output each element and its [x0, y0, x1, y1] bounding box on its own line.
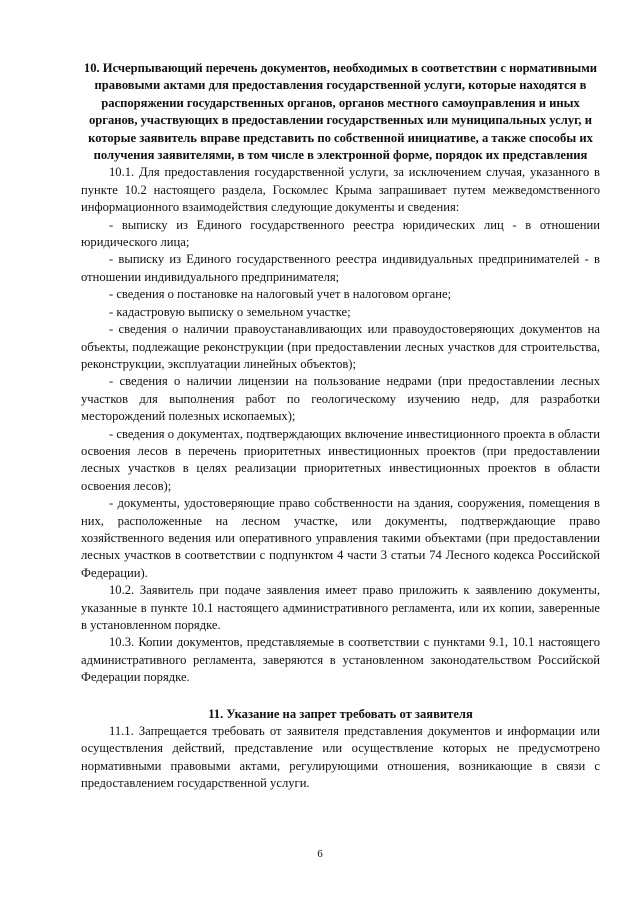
list-item: - сведения о наличии правоустанавливающих или правоудостоверяющих документов на объекты, подлежащие реконструкции (при предоставлении лесных участков для строительства, реконструкции, эксплуатации линейных объектов); [81, 322, 600, 371]
paragraph-10-1: 10.1. Для предоставления государственной услуги, за исключением случая, указанного в пункте 10.2 настоящего раздела, Госкомлес Крыма запрашивает путем межведомственного информационного взаимодействия следующие документы и сведения: [81, 165, 600, 215]
section-11-heading: 11. Указание на запрет требовать от заявителя [208, 706, 473, 721]
list-item: - сведения о документах, подтверждающих включение инвестиционного проекта в области освоения лесов в перечень приоритетных инвестиционных проектов (при предоставлении лесных участков в целях реализации приоритетных инвестиционных проектов в области освоения лесов); [81, 426, 600, 493]
list-item: - сведения о постановке на налоговый учет в налоговом органе; [109, 287, 452, 302]
list-item: - выписку из Единого государственного реестра индивидуальных предпринимателей - в отношении индивидуального предпринимателя; [81, 252, 600, 284]
section-gap [81, 687, 600, 706]
section-10-heading: 10. Исчерпывающий перечень документов, необходимых в соответствии с нормативными правовыми актами для предоставления государственной услуги, которые находятся в распоряжении государственных органов, органов местного самоуправления и иных органов, участвующих в предоставлении государственных или муниципальных услуг, и которые заявитель вправе представить по собственной инициативе, а также способы их получения заявителями, в том числе в электронной форме, порядок их представления [83, 61, 598, 163]
list-item: - выписку из Единого государственного реестра юридических лиц - в отношении юридического лица; [81, 217, 600, 250]
list-item: - документы, удостоверяющие право собственности на здания, сооружения, помещения в них, расположенные на лесном участке, или документы, подтверждающие право хозяйственного ведения или оперативного управления такими объектами (при предоставлении лесных участков в соответствии с подпунктом 4 части 3 статьи 74 Лесного кодекса Российской Федерации). [81, 496, 600, 580]
paragraph-11-1: 11.1. Запрещается требовать от заявителя представления документов и информации или осуществления действий, представление или осуществление которых не предусмотрено нормативными правовыми актами, регулирующими отношения, возникающие в связи с предоставлением государственной услуги. [81, 724, 600, 791]
list-item: - сведения о наличии лицензии на пользование недрами (при предоставлении лесных участков для выполнения работ по геологическому изучению недр, для разработки месторождений полезных ископаемых); [81, 374, 600, 424]
paragraph-10-2: 10.2. Заявитель при подаче заявления имеет право приложить к заявлению документы, указанные в пункте 10.1 настоящего административного регламента, или их копии, заверенные в установленном порядке. [81, 583, 600, 632]
document-page [81, 60, 600, 793]
list-item: - кадастровую выписку о земельном участке; [109, 304, 351, 319]
paragraph-10-3: 10.3. Копии документов, представляемые в соответствии с пунктами 9.1, 10.1 настоящего административного регламента, заверяются в установленном законодательством Российской Федерации порядке. [81, 635, 600, 685]
page-number: 6 [317, 848, 323, 860]
